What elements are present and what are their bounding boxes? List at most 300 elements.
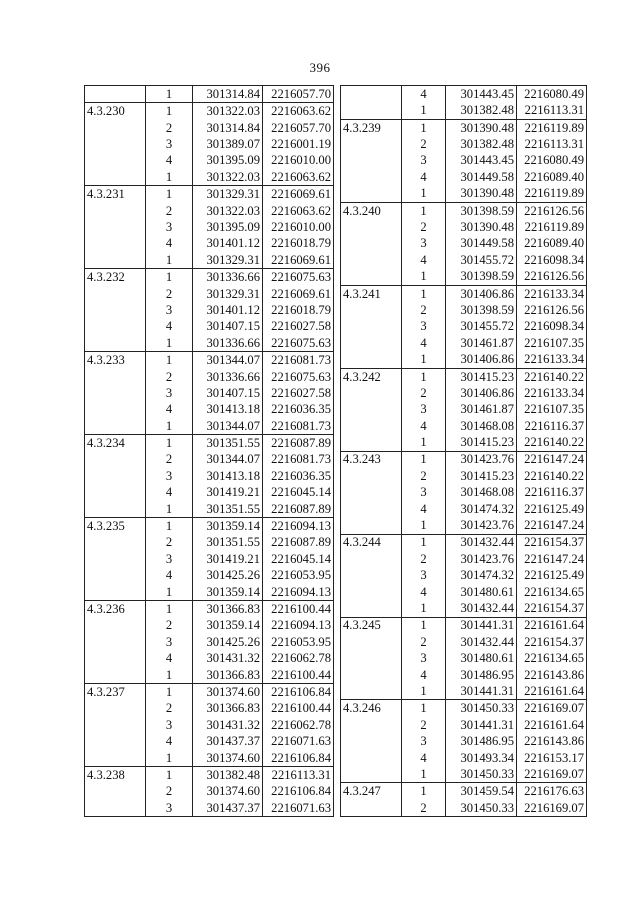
table-row	[341, 534, 587, 551]
x-coordinate-cell: 301441.31	[446, 683, 517, 700]
table-row	[85, 700, 334, 716]
x-coordinate-cell: 301415.23	[446, 434, 517, 451]
table-row	[85, 535, 334, 551]
point-number-cell: 1	[402, 766, 446, 783]
y-coordinate-cell: 2216119.89	[517, 119, 587, 136]
x-coordinate-cell: 301359.14	[193, 518, 263, 535]
table-row	[341, 517, 587, 534]
point-number-cell: 4	[146, 484, 193, 500]
x-coordinate-cell: 301366.83	[193, 601, 263, 618]
x-coordinate-cell: 301449.58	[446, 169, 517, 185]
point-number-cell: 2	[402, 219, 446, 235]
y-coordinate-cell: 2216094.13	[263, 618, 334, 634]
point-number-cell: 1	[402, 119, 446, 136]
table-row	[85, 750, 334, 767]
y-coordinate-cell: 2216089.40	[517, 169, 587, 185]
y-coordinate-cell: 2216143.86	[517, 733, 587, 749]
x-coordinate-cell: 301401.12	[193, 236, 263, 252]
parcel-id-cell	[85, 369, 146, 385]
x-coordinate-cell: 301415.23	[446, 468, 517, 484]
x-coordinate-cell: 301432.44	[446, 534, 517, 551]
table-row	[85, 618, 334, 634]
y-coordinate-cell: 2216119.89	[517, 219, 587, 235]
x-coordinate-cell: 301443.45	[446, 86, 517, 103]
y-coordinate-cell: 2216036.35	[263, 401, 334, 417]
parcel-id-cell: 4.3.233	[85, 352, 146, 369]
parcel-id-cell	[85, 567, 146, 583]
x-coordinate-cell: 301382.48	[446, 102, 517, 119]
parcel-id-cell	[341, 335, 402, 351]
parcel-id-cell	[341, 418, 402, 434]
point-number-cell: 3	[146, 468, 193, 484]
point-number-cell: 4	[402, 584, 446, 600]
y-coordinate-cell: 2216045.14	[263, 484, 334, 500]
table-row	[85, 650, 334, 666]
point-number-cell: 1	[402, 617, 446, 634]
y-coordinate-cell: 2216010.00	[263, 219, 334, 235]
point-number-cell: 4	[146, 401, 193, 417]
table-row	[341, 351, 587, 368]
parcel-id-cell	[85, 452, 146, 468]
parcel-id-cell: 4.3.231	[85, 186, 146, 203]
table-row	[341, 202, 587, 219]
table-row	[341, 119, 587, 136]
x-coordinate-cell: 301366.83	[193, 700, 263, 716]
table-row	[341, 252, 587, 268]
x-coordinate-cell: 301437.37	[193, 733, 263, 749]
x-coordinate-cell: 301351.55	[193, 501, 263, 518]
parcel-id-cell	[341, 600, 402, 617]
point-number-cell: 1	[402, 185, 446, 202]
x-coordinate-cell: 301423.76	[446, 451, 517, 468]
x-coordinate-cell: 301431.32	[193, 650, 263, 666]
table-row	[85, 401, 334, 417]
table-row	[341, 733, 587, 749]
parcel-id-cell	[341, 683, 402, 700]
table-row	[85, 733, 334, 749]
table-row	[85, 335, 334, 352]
point-number-cell: 4	[146, 567, 193, 583]
parcel-id-cell	[341, 169, 402, 185]
parcel-id-cell	[341, 434, 402, 451]
parcel-id-cell	[85, 302, 146, 318]
table-row	[341, 750, 587, 766]
x-coordinate-cell: 301437.37	[193, 800, 263, 817]
y-coordinate-cell: 2216087.89	[263, 435, 334, 452]
parcel-id-cell	[341, 667, 402, 683]
point-number-cell: 1	[146, 86, 193, 103]
table-row	[341, 335, 587, 351]
parcel-id-cell: 4.3.246	[341, 700, 402, 717]
y-coordinate-cell: 2216075.63	[263, 369, 334, 385]
table-row	[341, 584, 587, 600]
point-number-cell: 4	[402, 418, 446, 434]
x-coordinate-cell: 301344.07	[193, 418, 263, 435]
y-coordinate-cell: 2216147.24	[517, 517, 587, 534]
x-coordinate-cell: 301398.59	[446, 302, 517, 318]
y-coordinate-cell: 2216107.35	[517, 401, 587, 417]
x-coordinate-cell: 301401.12	[193, 302, 263, 318]
y-coordinate-cell: 2216075.63	[263, 335, 334, 352]
point-number-cell: 1	[402, 534, 446, 551]
x-coordinate-cell: 301443.45	[446, 153, 517, 169]
point-number-cell: 3	[402, 153, 446, 169]
table-row	[341, 368, 587, 385]
table-row	[341, 153, 587, 169]
x-coordinate-cell: 301351.55	[193, 535, 263, 551]
x-coordinate-cell: 301419.21	[193, 551, 263, 567]
point-number-cell: 4	[402, 667, 446, 683]
point-number-cell: 2	[146, 618, 193, 634]
point-number-cell: 1	[146, 269, 193, 286]
table-row	[341, 700, 587, 717]
table-row	[85, 169, 334, 186]
point-number-cell: 3	[146, 800, 193, 817]
table-row	[85, 501, 334, 518]
table-row	[85, 269, 334, 286]
table-row	[341, 185, 587, 202]
y-coordinate-cell: 2216119.89	[517, 185, 587, 202]
parcel-id-cell	[85, 584, 146, 601]
x-coordinate-cell: 301390.48	[446, 119, 517, 136]
y-coordinate-cell: 2216106.84	[263, 684, 334, 701]
x-coordinate-cell: 301455.72	[446, 318, 517, 334]
y-coordinate-cell: 2216018.79	[263, 236, 334, 252]
parcel-id-cell	[341, 252, 402, 268]
x-coordinate-cell: 301480.61	[446, 584, 517, 600]
table-row	[341, 318, 587, 334]
y-coordinate-cell: 2216053.95	[263, 634, 334, 650]
y-coordinate-cell: 2216153.17	[517, 750, 587, 766]
point-number-cell: 2	[146, 120, 193, 136]
x-coordinate-cell: 301351.55	[193, 435, 263, 452]
table-row	[85, 717, 334, 733]
parcel-id-cell	[85, 733, 146, 749]
parcel-id-cell	[341, 517, 402, 534]
parcel-id-cell	[341, 102, 402, 119]
parcel-id-cell	[85, 650, 146, 666]
y-coordinate-cell: 2216063.62	[263, 203, 334, 219]
y-coordinate-cell: 2216071.63	[263, 733, 334, 749]
y-coordinate-cell: 2216062.78	[263, 717, 334, 733]
x-coordinate-cell: 301382.48	[446, 136, 517, 152]
y-coordinate-cell: 2216087.89	[263, 535, 334, 551]
table-row	[341, 783, 587, 800]
parcel-id-cell	[341, 318, 402, 334]
x-coordinate-cell: 301413.18	[193, 468, 263, 484]
x-coordinate-cell: 301480.61	[446, 650, 517, 666]
y-coordinate-cell: 2216100.44	[263, 667, 334, 684]
point-number-cell: 3	[402, 650, 446, 666]
y-coordinate-cell: 2216113.31	[263, 767, 334, 784]
parcel-id-cell	[85, 136, 146, 152]
table-row	[341, 268, 587, 285]
y-coordinate-cell: 2216081.73	[263, 418, 334, 435]
parcel-id-cell	[341, 501, 402, 517]
point-number-cell: 1	[146, 667, 193, 684]
table-row	[341, 169, 587, 185]
table-row	[85, 684, 334, 701]
y-coordinate-cell: 2216100.44	[263, 601, 334, 618]
point-number-cell: 3	[146, 634, 193, 650]
x-coordinate-cell: 301425.26	[193, 634, 263, 650]
parcel-id-cell	[85, 203, 146, 219]
table-row	[85, 318, 334, 334]
table-row	[85, 667, 334, 684]
table-row	[341, 600, 587, 617]
y-coordinate-cell: 2216161.64	[517, 617, 587, 634]
point-number-cell: 1	[146, 684, 193, 701]
table-row	[341, 551, 587, 567]
table-row	[85, 252, 334, 269]
point-number-cell: 1	[146, 435, 193, 452]
point-number-cell: 1	[146, 103, 193, 120]
parcel-id-cell: 4.3.238	[85, 767, 146, 784]
y-coordinate-cell: 2216169.07	[517, 800, 587, 817]
parcel-id-cell	[341, 153, 402, 169]
point-number-cell: 3	[146, 302, 193, 318]
y-coordinate-cell: 2216116.37	[517, 484, 587, 500]
table-row	[341, 667, 587, 683]
point-number-cell: 2	[402, 136, 446, 152]
x-coordinate-cell: 301359.14	[193, 584, 263, 601]
point-number-cell: 1	[402, 700, 446, 717]
parcel-id-cell	[341, 302, 402, 318]
parcel-id-cell	[85, 634, 146, 650]
table-row	[85, 567, 334, 583]
parcel-id-cell	[85, 86, 146, 103]
y-coordinate-cell: 2216100.44	[263, 700, 334, 716]
y-coordinate-cell: 2216140.22	[517, 368, 587, 385]
parcel-id-cell	[85, 219, 146, 235]
point-number-cell: 1	[402, 451, 446, 468]
point-number-cell: 4	[402, 86, 446, 103]
x-coordinate-cell: 301413.18	[193, 401, 263, 417]
table-row	[85, 584, 334, 601]
x-coordinate-cell: 301407.15	[193, 318, 263, 334]
point-number-cell: 2	[402, 385, 446, 401]
point-number-cell: 4	[402, 169, 446, 185]
x-coordinate-cell: 301390.48	[446, 185, 517, 202]
table-row	[85, 219, 334, 235]
point-number-cell: 3	[402, 318, 446, 334]
parcel-id-cell	[85, 717, 146, 733]
parcel-id-cell	[341, 717, 402, 733]
parcel-id-cell	[85, 551, 146, 567]
table-row	[85, 634, 334, 650]
point-number-cell: 1	[146, 186, 193, 203]
parcel-id-cell	[85, 667, 146, 684]
table-row	[85, 120, 334, 136]
x-coordinate-cell: 301455.72	[446, 252, 517, 268]
point-number-cell: 4	[146, 650, 193, 666]
parcel-id-cell	[341, 185, 402, 202]
point-number-cell: 2	[146, 369, 193, 385]
y-coordinate-cell: 2216018.79	[263, 302, 334, 318]
coordinates-table-right	[340, 85, 587, 817]
x-coordinate-cell: 301314.84	[193, 120, 263, 136]
x-coordinate-cell: 301389.07	[193, 136, 263, 152]
point-number-cell: 1	[146, 518, 193, 535]
x-coordinate-cell: 301344.07	[193, 352, 263, 369]
y-coordinate-cell: 2216133.34	[517, 285, 587, 302]
parcel-id-cell: 4.3.244	[341, 534, 402, 551]
x-coordinate-cell: 301329.31	[193, 252, 263, 269]
point-number-cell: 2	[146, 700, 193, 716]
table-row	[341, 468, 587, 484]
page-number: 396	[309, 60, 331, 75]
point-number-cell: 2	[402, 551, 446, 567]
point-number-cell: 4	[402, 750, 446, 766]
y-coordinate-cell: 2216134.65	[517, 584, 587, 600]
table-row	[85, 385, 334, 401]
point-number-cell: 4	[402, 335, 446, 351]
point-number-cell: 3	[146, 219, 193, 235]
x-coordinate-cell: 301431.32	[193, 717, 263, 733]
x-coordinate-cell: 301359.14	[193, 618, 263, 634]
x-coordinate-cell: 301398.59	[446, 202, 517, 219]
table-row	[85, 418, 334, 435]
y-coordinate-cell: 2216154.37	[517, 634, 587, 650]
x-coordinate-cell: 301366.83	[193, 667, 263, 684]
y-coordinate-cell: 2216113.31	[517, 102, 587, 119]
y-coordinate-cell: 2216094.13	[263, 584, 334, 601]
parcel-id-cell	[341, 484, 402, 500]
x-coordinate-cell: 301406.86	[446, 385, 517, 401]
x-coordinate-cell: 301486.95	[446, 667, 517, 683]
y-coordinate-cell: 2216154.37	[517, 534, 587, 551]
y-coordinate-cell: 2216057.70	[263, 120, 334, 136]
table-row	[85, 136, 334, 152]
parcel-id-cell: 4.3.236	[85, 601, 146, 618]
table-row	[85, 302, 334, 318]
y-coordinate-cell: 2216133.34	[517, 385, 587, 401]
x-coordinate-cell: 301423.76	[446, 517, 517, 534]
y-coordinate-cell: 2216147.24	[517, 451, 587, 468]
y-coordinate-cell: 2216069.61	[263, 186, 334, 203]
y-coordinate-cell: 2216080.49	[517, 86, 587, 103]
table-row	[85, 369, 334, 385]
y-coordinate-cell: 2216001.19	[263, 136, 334, 152]
table-row	[341, 418, 587, 434]
x-coordinate-cell: 301425.26	[193, 567, 263, 583]
table-row	[85, 153, 334, 169]
x-coordinate-cell: 301322.03	[193, 103, 263, 120]
y-coordinate-cell: 2216094.13	[263, 518, 334, 535]
table-row	[341, 302, 587, 318]
y-coordinate-cell: 2216113.31	[517, 136, 587, 152]
parcel-id-cell	[341, 800, 402, 817]
parcel-id-cell	[341, 551, 402, 567]
table-row	[341, 219, 587, 235]
parcel-id-cell: 4.3.237	[85, 684, 146, 701]
x-coordinate-cell: 301314.84	[193, 86, 263, 103]
y-coordinate-cell: 2216098.34	[517, 252, 587, 268]
parcel-id-cell	[85, 535, 146, 551]
point-number-cell: 1	[146, 601, 193, 618]
x-coordinate-cell: 301374.60	[193, 684, 263, 701]
point-number-cell: 3	[146, 551, 193, 567]
table-row	[85, 468, 334, 484]
x-coordinate-cell: 301390.48	[446, 219, 517, 235]
table-row	[85, 86, 334, 103]
parcel-id-cell	[85, 385, 146, 401]
y-coordinate-cell: 2216069.61	[263, 252, 334, 269]
table-row	[85, 435, 334, 452]
x-coordinate-cell: 301432.44	[446, 634, 517, 650]
y-coordinate-cell: 2216075.63	[263, 269, 334, 286]
x-coordinate-cell: 301449.58	[446, 236, 517, 252]
x-coordinate-cell: 301432.44	[446, 600, 517, 617]
parcel-id-cell: 4.3.247	[341, 783, 402, 800]
parcel-id-cell	[85, 484, 146, 500]
point-number-cell: 3	[402, 236, 446, 252]
table-row	[85, 551, 334, 567]
point-number-cell: 2	[402, 800, 446, 817]
x-coordinate-cell: 301468.08	[446, 418, 517, 434]
parcel-id-cell	[85, 335, 146, 352]
point-number-cell: 1	[146, 584, 193, 601]
y-coordinate-cell: 2216125.49	[517, 501, 587, 517]
x-coordinate-cell: 301395.09	[193, 219, 263, 235]
table-row	[341, 567, 587, 583]
parcel-id-cell	[85, 236, 146, 252]
table-row	[341, 617, 587, 634]
y-coordinate-cell: 2216089.40	[517, 236, 587, 252]
point-number-cell: 2	[146, 203, 193, 219]
x-coordinate-cell: 301493.34	[446, 750, 517, 766]
point-number-cell: 1	[146, 169, 193, 186]
y-coordinate-cell: 2216071.63	[263, 800, 334, 817]
parcel-id-cell	[341, 733, 402, 749]
point-number-cell: 3	[146, 136, 193, 152]
table-row	[85, 203, 334, 219]
parcel-id-cell	[341, 401, 402, 417]
parcel-id-cell	[341, 750, 402, 766]
table-row	[85, 518, 334, 535]
table-row	[341, 766, 587, 783]
x-coordinate-cell: 301336.66	[193, 335, 263, 352]
point-number-cell: 1	[146, 352, 193, 369]
x-coordinate-cell: 301423.76	[446, 551, 517, 567]
y-coordinate-cell: 2216176.63	[517, 783, 587, 800]
point-number-cell: 1	[402, 268, 446, 285]
parcel-id-cell	[85, 169, 146, 186]
parcel-id-cell	[85, 401, 146, 417]
parcel-id-cell	[85, 501, 146, 518]
point-number-cell: 4	[146, 318, 193, 334]
y-coordinate-cell: 2216057.70	[263, 86, 334, 103]
y-coordinate-cell: 2216169.07	[517, 766, 587, 783]
table-row	[341, 136, 587, 152]
table-row	[85, 601, 334, 618]
y-coordinate-cell: 2216126.56	[517, 302, 587, 318]
x-coordinate-cell: 301329.31	[193, 286, 263, 302]
table-row	[85, 452, 334, 468]
y-coordinate-cell: 2216140.22	[517, 434, 587, 451]
point-number-cell: 2	[402, 302, 446, 318]
x-coordinate-cell: 301450.33	[446, 700, 517, 717]
x-coordinate-cell: 301461.87	[446, 335, 517, 351]
y-coordinate-cell: 2216107.35	[517, 335, 587, 351]
parcel-id-cell: 4.3.241	[341, 285, 402, 302]
parcel-id-cell	[341, 86, 402, 103]
parcel-id-cell	[85, 783, 146, 799]
point-number-cell: 1	[402, 202, 446, 219]
point-number-cell: 3	[402, 567, 446, 583]
x-coordinate-cell: 301322.03	[193, 203, 263, 219]
parcel-id-cell	[341, 219, 402, 235]
